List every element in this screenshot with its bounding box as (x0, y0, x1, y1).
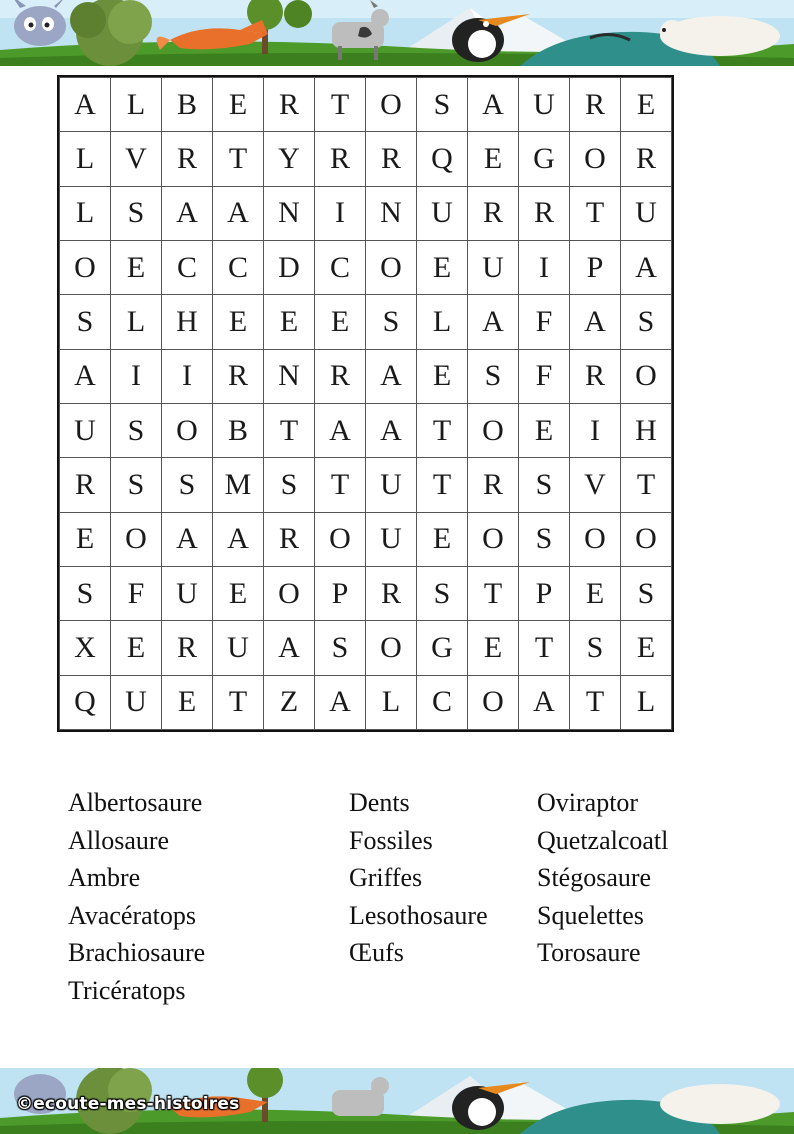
grid-cell: T (417, 403, 468, 457)
grid-cell: U (417, 186, 468, 240)
grid-cell: R (570, 349, 621, 403)
grid-cell: N (264, 349, 315, 403)
grid-cell: E (315, 295, 366, 349)
grid-cell: A (60, 78, 111, 132)
grid-cell: A (315, 403, 366, 457)
grid-cell: O (468, 675, 519, 729)
header-banner (0, 0, 794, 66)
grid-cell: U (621, 186, 672, 240)
word-list-item: Tricératops (68, 975, 186, 1005)
word-list-item: Torosaure (537, 938, 641, 968)
grid-cell: I (315, 186, 366, 240)
copyright-watermark: ©ecoute-mes-histoires (16, 1094, 240, 1114)
word-list-item: Avacératops (68, 900, 197, 930)
grid-cell: H (162, 295, 213, 349)
grid-cell: R (366, 132, 417, 186)
grid-cell: R (264, 78, 315, 132)
grid-cell: I (570, 403, 621, 457)
grid-cell: V (111, 132, 162, 186)
grid-cell: R (213, 349, 264, 403)
grid-cell: E (621, 621, 672, 675)
grid-cell: O (366, 621, 417, 675)
grid-cell: E (621, 78, 672, 132)
grid-cell: T (468, 566, 519, 620)
grid-cell: O (570, 132, 621, 186)
grid-cell: E (111, 621, 162, 675)
grid-row (60, 240, 672, 294)
grid-cell: X (60, 621, 111, 675)
grid-cell: U (111, 675, 162, 729)
grid-cell: U (366, 458, 417, 512)
grid-cell: Z (264, 675, 315, 729)
letter-grid-table (59, 77, 672, 730)
grid-cell: E (264, 295, 315, 349)
word-list-item: Griffes (349, 863, 423, 893)
grid-cell: H (621, 403, 672, 457)
grid-cell: R (264, 512, 315, 566)
grid-cell: O (111, 512, 162, 566)
grid-cell: T (315, 78, 366, 132)
grid-cell: O (366, 78, 417, 132)
grid-cell: A (519, 675, 570, 729)
word-list-item: Fossiles (349, 825, 433, 855)
grid-row (60, 566, 672, 620)
word-list-item: Brachiosaure (68, 938, 206, 968)
grid-cell: C (315, 240, 366, 294)
grid-cell: L (60, 186, 111, 240)
grid-row (60, 403, 672, 457)
polar-bear-icon (660, 1084, 780, 1124)
grid-cell: O (570, 512, 621, 566)
grid-cell: A (468, 78, 519, 132)
grid-cell: O (264, 566, 315, 620)
grid-cell: R (315, 132, 366, 186)
grid-cell: T (213, 675, 264, 729)
grid-row (60, 621, 672, 675)
grid-cell: G (519, 132, 570, 186)
grid-cell: A (366, 349, 417, 403)
grid-cell: F (519, 349, 570, 403)
word-list-item: Stégosaure (537, 863, 652, 893)
grid-cell: E (417, 512, 468, 566)
grid-cell: E (60, 512, 111, 566)
grid-cell: E (468, 621, 519, 675)
grid-cell: S (570, 621, 621, 675)
grid-cell: U (366, 512, 417, 566)
grid-cell: S (111, 458, 162, 512)
grid-cell: R (570, 78, 621, 132)
word-list-item: Allosaure (68, 825, 170, 855)
grid-row (60, 349, 672, 403)
grid-row (60, 132, 672, 186)
word-list-item: Squelettes (537, 900, 644, 930)
grid-row (60, 458, 672, 512)
grid-cell: S (621, 566, 672, 620)
grid-cell: S (468, 349, 519, 403)
word-list-column-1 (68, 784, 205, 1010)
grid-cell: Y (264, 132, 315, 186)
grid-cell: S (111, 186, 162, 240)
grid-cell: A (315, 675, 366, 729)
grid-cell: M (213, 458, 264, 512)
grid-cell: S (60, 566, 111, 620)
grid-cell: O (315, 512, 366, 566)
grid-cell: C (213, 240, 264, 294)
word-list-column-3 (537, 784, 668, 972)
grid-cell: O (621, 512, 672, 566)
grid-cell: E (213, 566, 264, 620)
grid-cell: R (519, 186, 570, 240)
grid-cell: E (519, 403, 570, 457)
word-list-item: Lesothosaure (349, 900, 488, 930)
grid-cell: R (468, 458, 519, 512)
grid-cell: F (519, 295, 570, 349)
grid-cell: R (366, 566, 417, 620)
grid-cell: A (162, 512, 213, 566)
grid-cell: E (213, 295, 264, 349)
grid-cell: U (468, 240, 519, 294)
grid-row (60, 186, 672, 240)
grid-cell: L (60, 132, 111, 186)
grid-cell: V (570, 458, 621, 512)
banner-illustration (0, 0, 794, 66)
grid-cell: O (60, 240, 111, 294)
grid-row (60, 512, 672, 566)
grid-cell: I (519, 240, 570, 294)
grid-cell: T (570, 186, 621, 240)
grid-cell: L (111, 78, 162, 132)
grid-cell: O (468, 512, 519, 566)
grid-cell: U (162, 566, 213, 620)
word-list-item: Oviraptor (537, 788, 639, 817)
grid-cell: D (264, 240, 315, 294)
word-list-item: Albertosaure (68, 788, 203, 817)
word-list-item: Œufs (349, 938, 404, 968)
grid-cell: F (111, 566, 162, 620)
grid-cell: O (162, 403, 213, 457)
grid-cell: A (468, 295, 519, 349)
grid-cell: S (60, 295, 111, 349)
grid-cell: S (366, 295, 417, 349)
grid-cell: S (264, 458, 315, 512)
grid-row (60, 78, 672, 132)
grid-cell: T (315, 458, 366, 512)
grid-cell: A (162, 186, 213, 240)
grid-cell: R (162, 621, 213, 675)
grid-cell: T (519, 621, 570, 675)
grid-cell: T (213, 132, 264, 186)
grid-cell: E (111, 240, 162, 294)
grid-cell: S (315, 621, 366, 675)
grid-cell: T (621, 458, 672, 512)
grid-cell: S (417, 78, 468, 132)
word-list-item: Dents (349, 788, 410, 817)
grid-cell: T (264, 403, 315, 457)
grid-cell: C (417, 675, 468, 729)
grid-cell: R (621, 132, 672, 186)
word-list-column-2 (349, 784, 488, 972)
grid-cell: U (60, 403, 111, 457)
grid-cell: A (264, 621, 315, 675)
grid-cell: Q (417, 132, 468, 186)
grid-cell: S (519, 458, 570, 512)
grid-cell: R (162, 132, 213, 186)
grid-cell: A (213, 512, 264, 566)
word-list-item: Ambre (68, 863, 141, 893)
grid-cell: L (417, 295, 468, 349)
grid-cell: E (417, 240, 468, 294)
grid-cell: U (213, 621, 264, 675)
grid-cell: B (162, 78, 213, 132)
word-list-item: Quetzalcoatl (537, 825, 669, 855)
grid-cell: E (213, 78, 264, 132)
grid-cell: C (162, 240, 213, 294)
grid-cell: I (162, 349, 213, 403)
grid-cell: S (417, 566, 468, 620)
grid-cell: R (315, 349, 366, 403)
grid-cell: U (519, 78, 570, 132)
grid-cell: E (162, 675, 213, 729)
grid-cell: A (570, 295, 621, 349)
grid-cell: A (60, 349, 111, 403)
grid-cell: R (60, 458, 111, 512)
grid-cell: S (162, 458, 213, 512)
grid-cell: I (111, 349, 162, 403)
grid-cell: Q (60, 675, 111, 729)
grid-cell: E (468, 132, 519, 186)
grid-cell: S (621, 295, 672, 349)
grid-cell: S (519, 512, 570, 566)
grid-cell: P (570, 240, 621, 294)
grid-cell: P (315, 566, 366, 620)
grid-cell: E (417, 349, 468, 403)
grid-row (60, 675, 672, 729)
grid-cell: E (570, 566, 621, 620)
grid-cell: A (213, 186, 264, 240)
grid-cell: L (621, 675, 672, 729)
grid-cell: A (621, 240, 672, 294)
grid-cell: T (570, 675, 621, 729)
grid-cell: O (621, 349, 672, 403)
grid-cell: L (366, 675, 417, 729)
grid-cell: N (366, 186, 417, 240)
grid-cell: O (366, 240, 417, 294)
grid-cell: R (468, 186, 519, 240)
grid-row (60, 295, 672, 349)
word-search-grid (57, 75, 674, 732)
grid-cell: G (417, 621, 468, 675)
grid-cell: N (264, 186, 315, 240)
grid-cell: B (213, 403, 264, 457)
grid-cell: L (111, 295, 162, 349)
grid-cell: P (519, 566, 570, 620)
grid-cell: S (111, 403, 162, 457)
grid-cell: O (468, 403, 519, 457)
grid-cell: A (366, 403, 417, 457)
donkey-icon (14, 6, 66, 46)
grid-cell: T (417, 458, 468, 512)
